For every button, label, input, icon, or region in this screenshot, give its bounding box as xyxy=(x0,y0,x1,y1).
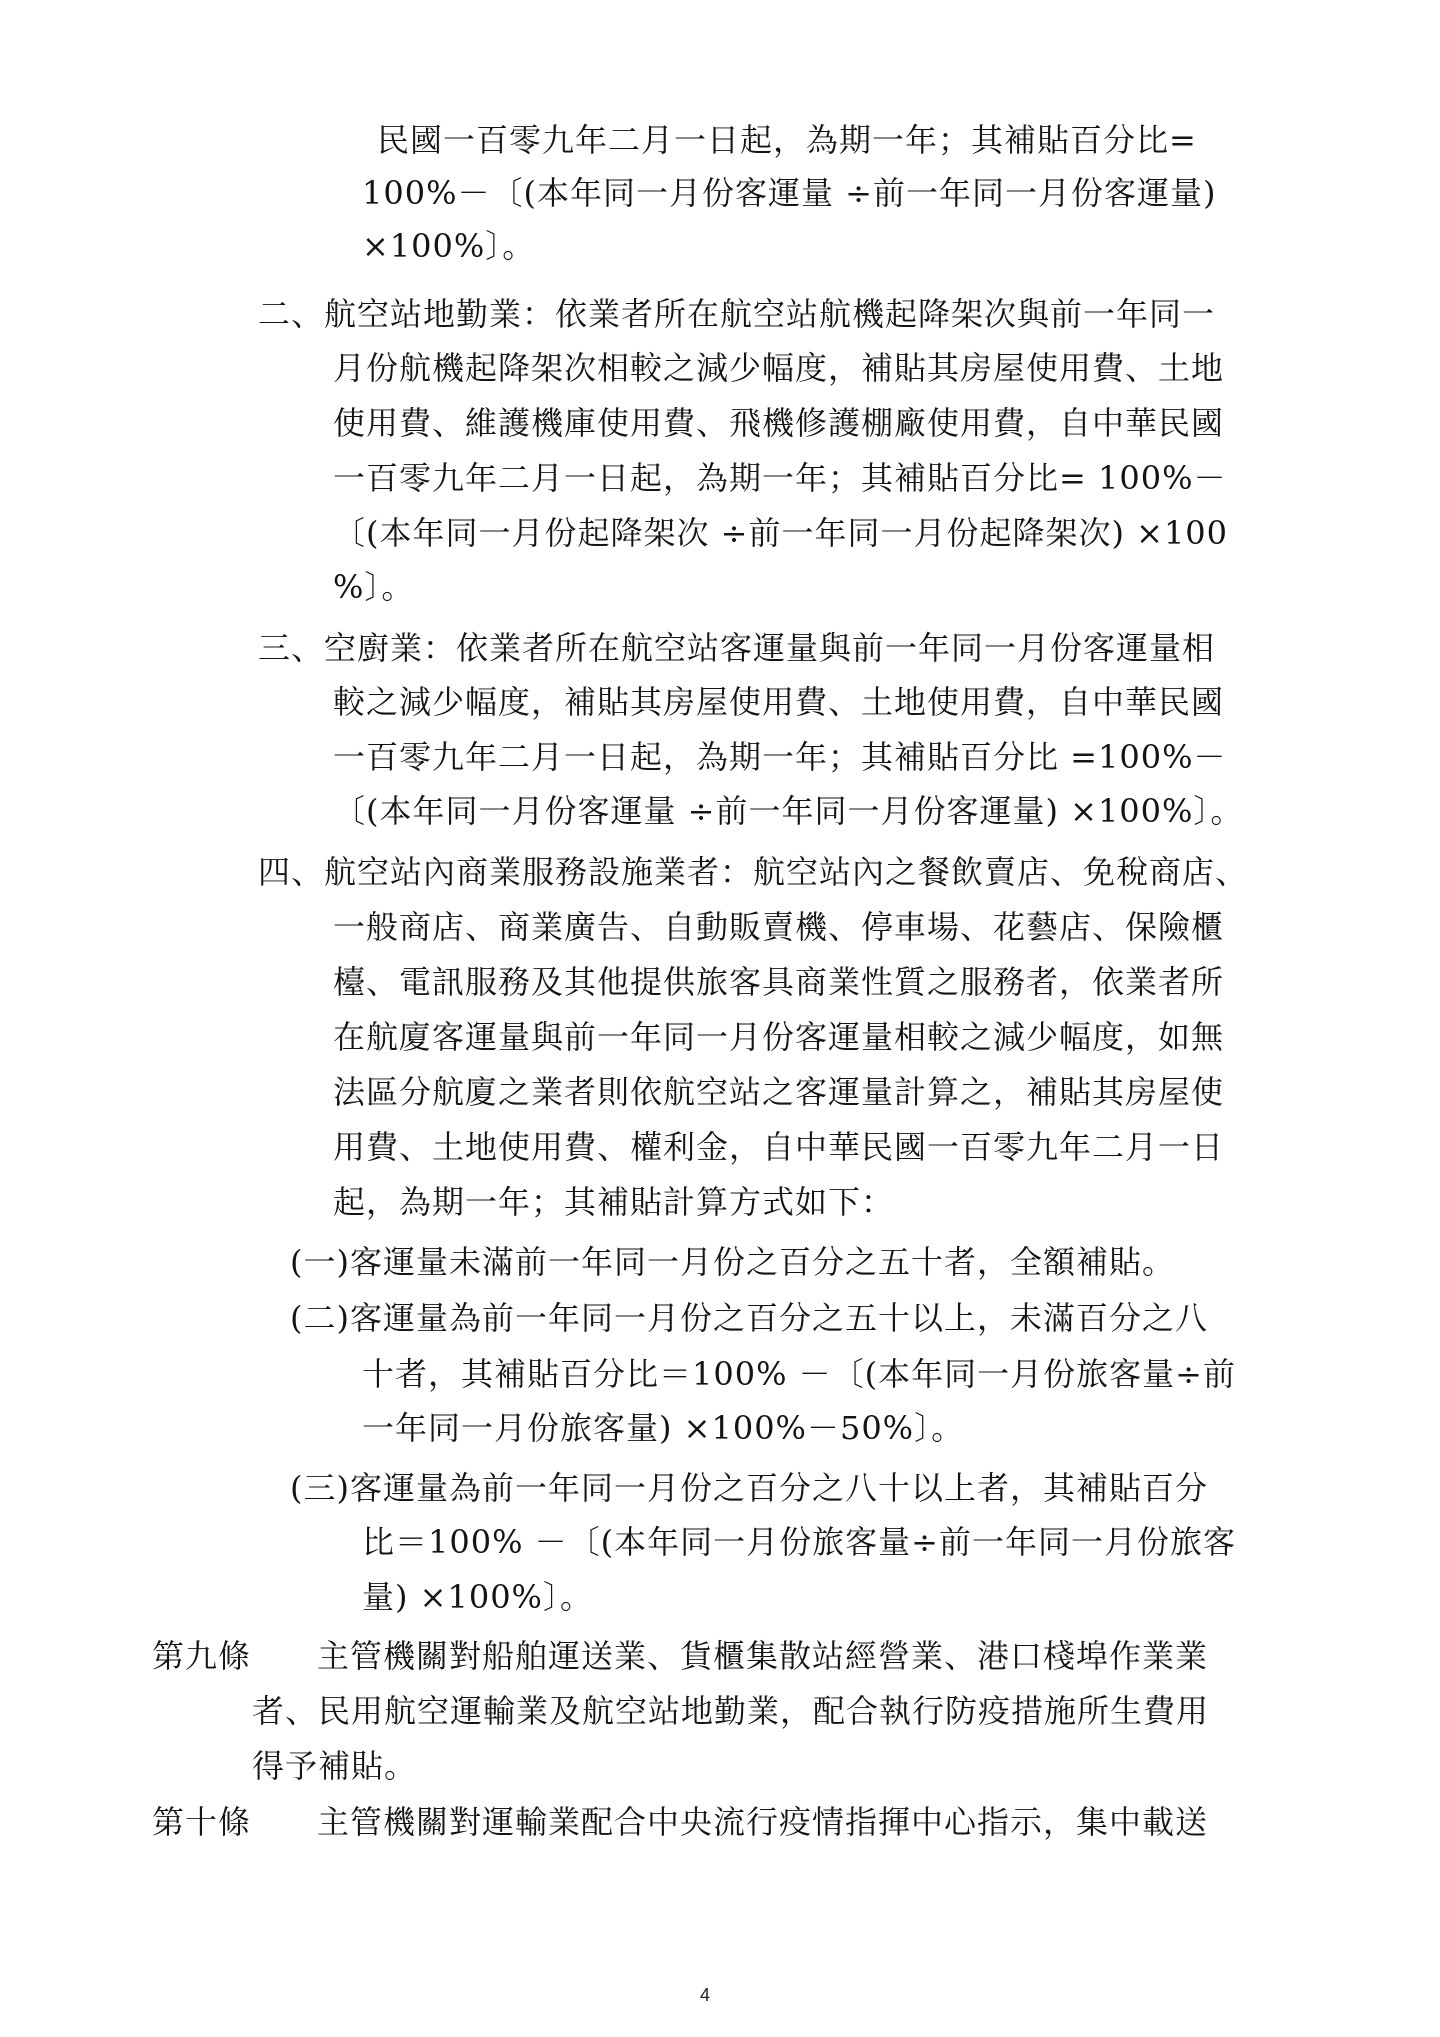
text-line: 100%－〔(本年同一月份客運量 ÷前一年同一月份客運量) xyxy=(362,174,1217,212)
text-line: %〕。 xyxy=(333,568,415,606)
sub-item-two: (二)客運量為前一年同一月份之百分之五十以上，未滿百分之八 xyxy=(290,1299,1208,1337)
article-nine: 第九條 主管機關對船舶運送業、貨櫃集散站經營業、港口棧埠作業業 xyxy=(152,1637,1209,1675)
text-line: ×100%〕。 xyxy=(362,227,536,265)
text-line: 量) ×100%〕。 xyxy=(362,1578,593,1616)
text-line: 民國一百零九年二月一日起，為期一年；其補貼百分比= xyxy=(377,121,1197,159)
text-line: 一百零九年二月一日起，為期一年；其補貼百分比 =100%－ xyxy=(333,738,1227,776)
text-line: 起，為期一年；其補貼計算方式如下： xyxy=(333,1183,895,1221)
text-line: 在航廈客運量與前一年同一月份客運量相較之減少幅度，如無 xyxy=(333,1018,1225,1056)
clause-four-heading: 四、航空站內商業服務設施業者：航空站內之餐飲賣店、免稅商店、 xyxy=(258,853,1249,891)
text-line: 一般商店、商業廣告、自動販賣機、停車場、花藝店、保險櫃 xyxy=(333,908,1225,946)
text-line: 月份航機起降架次相較之減少幅度，補貼其房屋使用費、土地 xyxy=(333,349,1225,387)
article-ten: 第十條 主管機關對運輸業配合中央流行疫情指揮中心指示，集中載送 xyxy=(152,1803,1209,1841)
sub-item-one: (一)客運量未滿前一年同一月份之百分之五十者，全額補貼。 xyxy=(290,1243,1175,1281)
clause-three-heading: 三、空廚業：依業者所在航空站客運量與前一年同一月份客運量相 xyxy=(258,629,1216,667)
text-line: 比＝100% －〔(本年同一月份旅客量÷前一年同一月份旅客 xyxy=(362,1523,1236,1561)
text-line: 十者，其補貼百分比＝100% －〔(本年同一月份旅客量÷前 xyxy=(362,1355,1236,1393)
text-line: 一年同一月份旅客量) ×100%－50%〕。 xyxy=(362,1409,965,1447)
text-line: 較之減少幅度，補貼其房屋使用費、土地使用費，自中華民國 xyxy=(333,683,1225,721)
text-line: 用費、土地使用費、權利金，自中華民國一百零九年二月一日 xyxy=(333,1128,1225,1166)
text-line: 者、民用航空運輸業及航空站地勤業，配合執行防疫措施所生費用 xyxy=(252,1692,1210,1730)
text-line: 檯、電訊服務及其他提供旅客具商業性質之服務者，依業者所 xyxy=(333,963,1225,1001)
text-line: 使用費、維護機庫使用費、飛機修護棚廠使用費，自中華民國 xyxy=(333,404,1225,442)
text-line: 法區分航廈之業者則依航空站之客運量計算之，補貼其房屋使 xyxy=(333,1073,1225,1111)
text-line: 得予補貼。 xyxy=(252,1747,418,1785)
text-line: 〔(本年同一月份客運量 ÷前一年同一月份客運量) ×100%〕。 xyxy=(333,792,1244,830)
text-line: 一百零九年二月一日起，為期一年；其補貼百分比= 100%－ xyxy=(333,459,1227,497)
text-line: 〔(本年同一月份起降架次 ÷前一年同一月份起降架次) ×100 xyxy=(333,514,1229,552)
clause-two-heading: 二、航空站地勤業：依業者所在航空站航機起降架次與前一年同一 xyxy=(258,295,1216,333)
sub-item-three: (三)客運量為前一年同一月份之百分之八十以上者，其補貼百分 xyxy=(290,1469,1208,1507)
page-number: 4 xyxy=(700,1985,711,2005)
